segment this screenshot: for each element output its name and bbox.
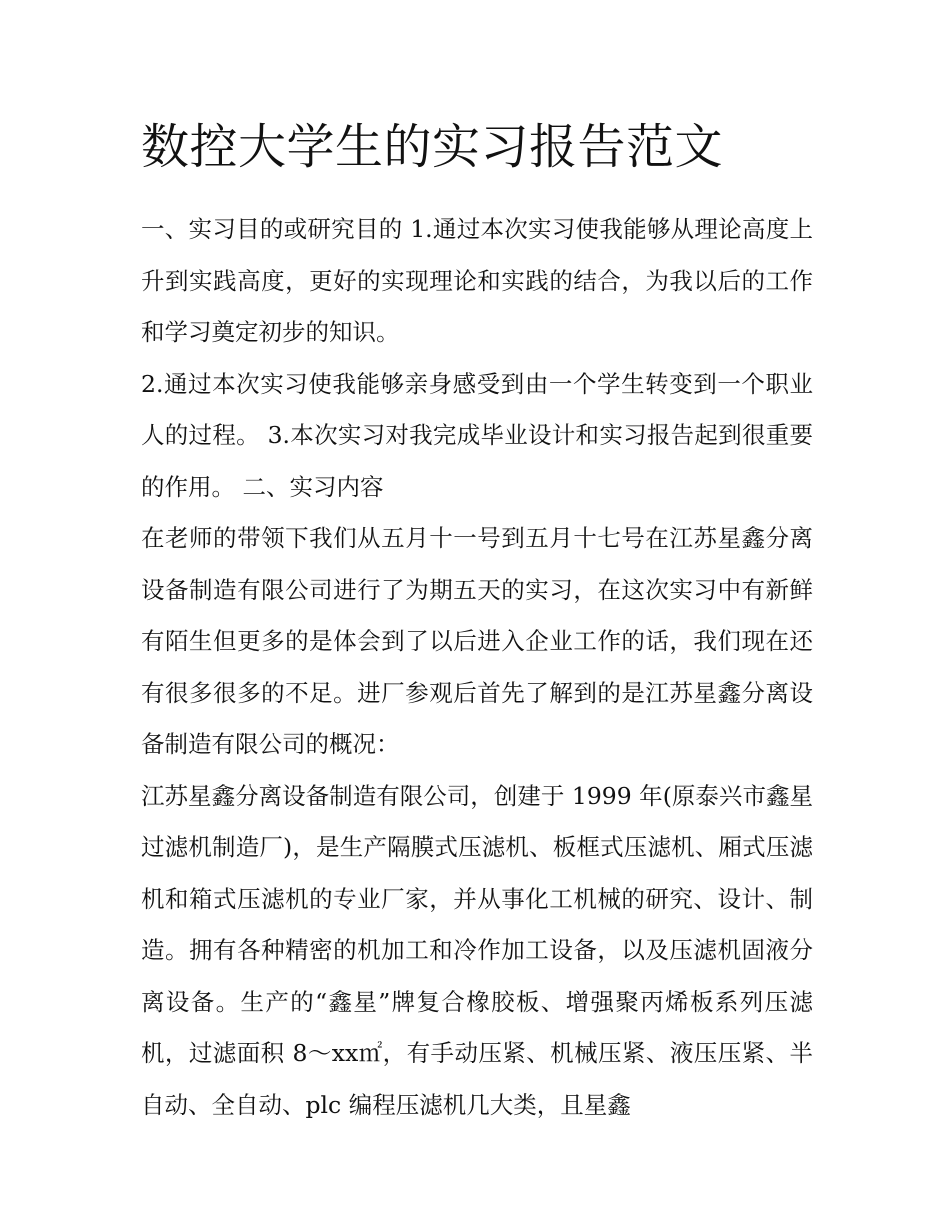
paragraph-company-overview: 江苏星鑫分离设备制造有限公司，创建于 1999 年(原泰兴市鑫星过滤机制造厂)，是生产隔膜式压滤机、板框式压滤机、厢式压滤机和箱式压滤机的专业厂家，并从事化工机械的研究、设计、制造。拥有各种精密的机加工和冷作加工设备，以及压滤机固液分离设备。生产的“鑫星”牌复合橡胶板、增强聚丙烯板系列压滤机，过滤面积 8～xx㎡，有手动压紧、机械压紧、液压压紧、半自动、全自动、plc 编程压滤机几大类，且星鑫: [141, 781, 813, 1119]
document-body: [141, 112, 813, 1131]
document-title: 数控大学生的实习报告范文: [141, 119, 724, 175]
paragraph-internship-content: 在老师的带领下我们从五月十一号到五月十七号在江苏星鑫分离设备制造有限公司进行了为期五天的实习，在这次实习中有新鲜有陌生但更多的是体会到了以后进入企业工作的话，我们现在还有很多很多的不足。进厂参观后首先了解到的是江苏星鑫分离设备制造有限公司的概况：: [141, 524, 813, 758]
paragraph-purpose-continued: 2.通过本次实习使我能够亲身感受到由一个学生转变到一个职业人的过程。 3.本次实习对我完成毕业设计和实习报告起到很重要的作用。 二、实习内容: [141, 369, 813, 501]
paragraph-purpose: 一、实习目的或研究目的 1.通过本次实习使我能够从理论高度上升到实践高度，更好的实现理论和实践的结合，为我以后的工作和学习奠定初步的知识。: [141, 215, 813, 346]
